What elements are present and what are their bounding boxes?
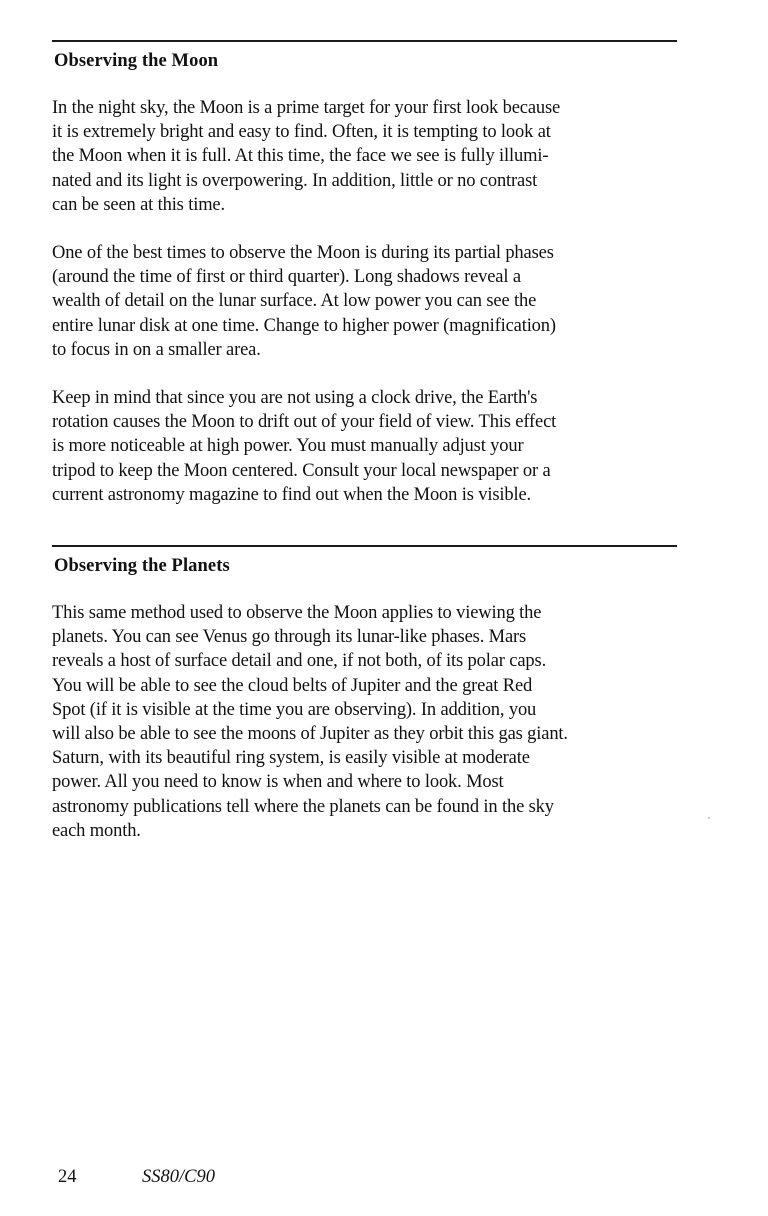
text-line: Saturn, with its beautiful ring system, is easily visible at moderate — [52, 748, 530, 769]
text-line: to focus in on a smaller area. — [52, 339, 261, 360]
text-line: nated and its light is overpowering. In addition, little or no contrast — [52, 170, 538, 191]
section-rule — [52, 40, 677, 42]
text-line: the Moon when it is full. At this time, the face we see is fully illumi- — [52, 146, 549, 167]
text-line: Keep in mind that since you are not using a clock drive, the Earth's — [52, 388, 538, 409]
text-line: rotation causes the Moon to drift out of your field of view. This effect — [52, 412, 557, 433]
text-line: This same method used to observe the Moon applies to viewing the — [52, 603, 542, 623]
text-line: You will be able to see the cloud belts of Jupiter and the great Red — [52, 675, 533, 696]
text-line: it is extremely bright and easy to find. Often, it is tempting to look at — [52, 122, 551, 143]
paragraph — [52, 241, 682, 362]
text-line: (around the time of first or third quarter). Long shadows reveal a — [52, 267, 521, 288]
model-number: SS80/C90 — [142, 1167, 215, 1187]
text-line: reveals a host of surface detail and one, if not both, of its polar caps. — [52, 651, 547, 672]
text-line: is more noticeable at high power. You must manually adjust your — [52, 436, 524, 457]
paragraph — [52, 386, 682, 507]
page-number: 24 — [58, 1167, 77, 1187]
paragraph — [52, 96, 682, 217]
text-line: each month. — [52, 820, 141, 841]
text-line: One of the best times to observe the Moon is during its partial phases — [52, 243, 554, 264]
scan-speck — [708, 817, 710, 819]
text-line: planets. You can see Venus go through its lunar-like phases. Mars — [52, 627, 527, 648]
section-observing-moon — [52, 40, 682, 507]
text-line: In the night sky, the Moon is a prime target for your first look because — [52, 98, 561, 118]
text-line: Spot (if it is visible at the time you are observing). In addition, you — [52, 699, 537, 720]
text-line: entire lunar disk at one time. Change to higher power (magnification) — [52, 315, 556, 336]
text-line: wealth of detail on the lunar surface. At low power you can see the — [52, 291, 537, 312]
section-observing-planets — [52, 545, 682, 843]
text-line: astronomy publications tell where the planets can be found in the sky — [52, 796, 554, 817]
section-rule — [52, 545, 677, 547]
text-line: can be seen at this time. — [52, 194, 225, 215]
text-line: tripod to keep the Moon centered. Consult your local newspaper or a — [52, 460, 551, 481]
section-heading: Observing the Moon — [54, 51, 219, 71]
page-footer — [58, 1165, 215, 1189]
paragraph — [52, 601, 682, 843]
text-line: will also be able to see the moons of Jupiter as they orbit this gas giant. — [52, 724, 568, 745]
section-heading: Observing the Planets — [54, 556, 230, 576]
text-line: current astronomy magazine to find out when the Moon is visible. — [52, 484, 532, 505]
text-line: power. All you need to know is when and where to look. Most — [52, 772, 504, 793]
